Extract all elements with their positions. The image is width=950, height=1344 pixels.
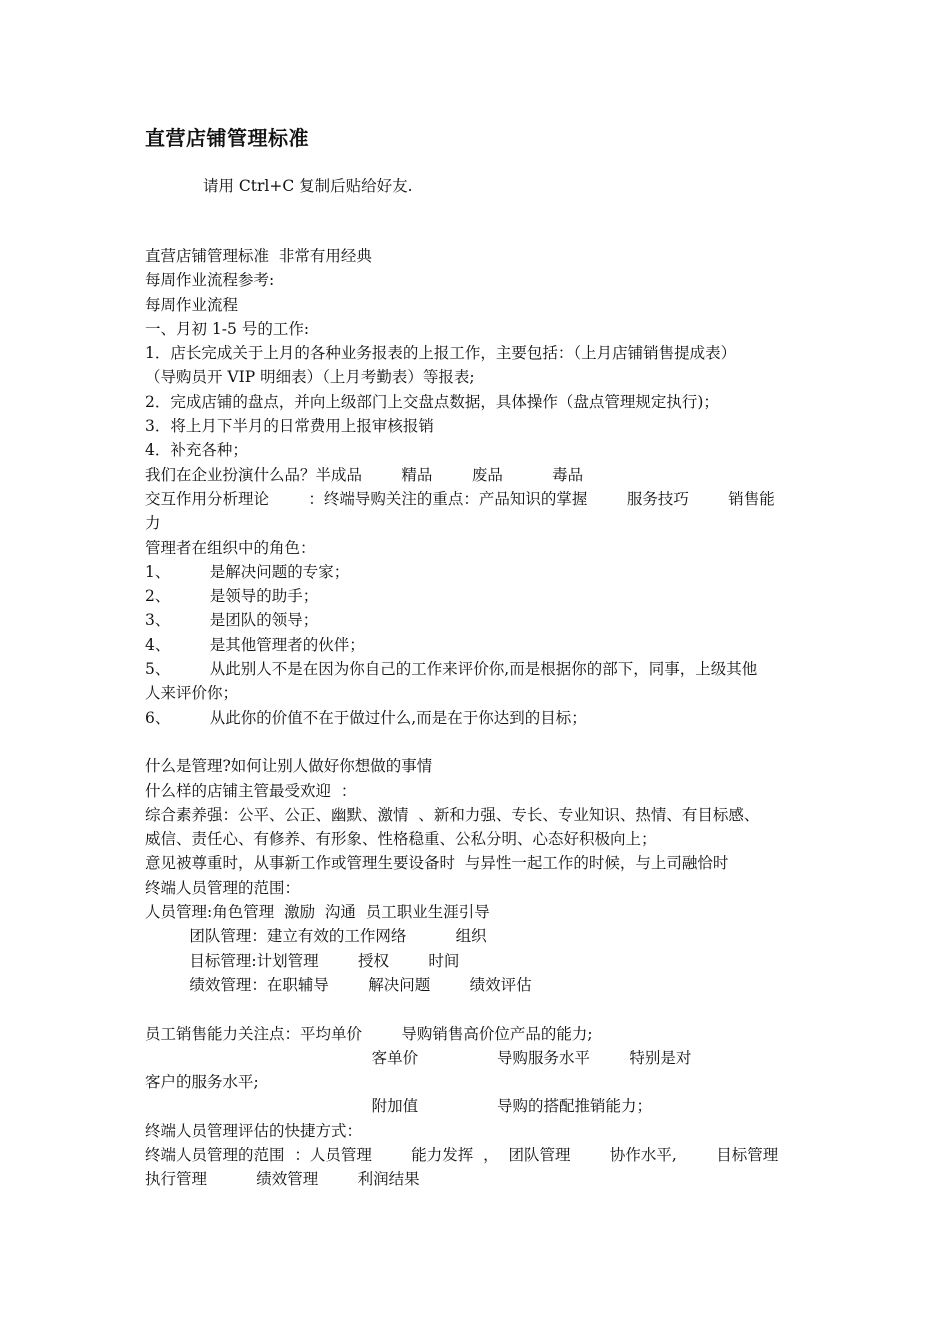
body-line: 一、月初 1-5 号的工作:: [145, 319, 310, 338]
body-line: 1．店长完成关于上月的各种业务报表的上报工作，主要包括：（上月店铺销售提成表）: [145, 344, 737, 363]
body-line: 团队管理：建立有效的工作网络 组织: [145, 927, 487, 946]
body-line: 5、 从此别人不是在因为你自己的工作来评价你,而是根据你的部下，同事，上级其他: [145, 660, 758, 679]
body-line: 人员管理:角色管理 激励 沟通 员工职业生涯引导: [145, 903, 490, 922]
body-line: 什么是管理?如何让别人做好你想做的事情: [145, 757, 433, 776]
document-title: 直营店铺管理标准: [145, 126, 309, 150]
body-line: 意见被尊重时，从事新工作或管理生要设备时 与异性一起工作的时候，与上司融恰时: [145, 854, 729, 873]
body-line: 2、 是领导的助手；: [145, 587, 319, 606]
body-line: 客户的服务水平;: [145, 1073, 259, 1092]
body-line: 威信、责任心、有修养、有形象、性格稳重、公私分明、心态好积极向上；: [145, 830, 657, 849]
body-line: 6、 从此你的价值不在于做过什么,而是在于你达到的目标；: [145, 708, 587, 727]
body-line: 终端人员管理评估的快捷方式：: [145, 1121, 363, 1140]
body-line: [145, 730, 805, 754]
body-line: [145, 997, 805, 1021]
body-line: 3．将上月下半月的日常费用上报审核报销: [145, 417, 434, 436]
body-line: 交互作用分析理论 ：终端导购关注的重点：产品知识的掌握 服务技巧 销售能: [145, 489, 775, 508]
body-line: 附加值 导购的搭配推销能力；: [145, 1097, 652, 1116]
body-line: 什么样的店铺主管最受欢迎 ：: [145, 781, 357, 800]
body-line: 我们在企业扮演什么品？半成品 精品 废品 毒品: [145, 465, 584, 484]
body-line: 直营店铺管理标准 非常有用经典: [145, 247, 372, 265]
body-line: （导购员开 VIP 明细表）（上月考勤表）等报表;: [145, 368, 475, 387]
body-line: 终端人员管理的范围：: [145, 878, 301, 897]
body-line: 综合素养强：公平、公正、幽默、激情 、新和力强、专长、专业知识、热情、有目标感、: [145, 805, 760, 824]
body-line: 人来评价你；: [145, 684, 239, 703]
body-line: 绩效管理：在职辅导 解决问题 绩效评估: [145, 975, 532, 994]
body-line: 终端人员管理的范围 ：人员管理 能力发挥 ， 团队管理 协作水平, 目标管理: [145, 1145, 779, 1164]
body-line: 3、 是团队的领导；: [145, 611, 319, 630]
body-line: 2．完成店铺的盘点，并向上级部门上交盘点数据，具体操作（盘点管理规定执行)；: [145, 392, 719, 411]
body-line: 4．补充各种；: [145, 441, 248, 460]
body-line: 目标管理:计划管理 授权 时间: [145, 951, 460, 970]
copy-hint: 请用 Ctrl+C 复制后贴给好友.: [203, 177, 413, 195]
body-line: 每周作业流程: [145, 295, 239, 314]
body-line: 客单价 导购服务水平 特别是对: [145, 1048, 692, 1067]
document-body: [145, 244, 805, 1192]
body-line: 管理者在组织中的角色：: [145, 538, 316, 557]
body-line: 员工销售能力关注点：平均单价 导购销售高价位产品的能力;: [145, 1024, 593, 1043]
body-line: 1、 是解决问题的专家；: [145, 562, 350, 581]
body-line: 力: [145, 514, 161, 533]
body-line: 4、 是其他管理者的伙伴；: [145, 635, 365, 654]
body-line: 每周作业流程参考:: [145, 271, 275, 290]
body-line: 执行管理 绩效管理 利润结果: [145, 1170, 420, 1189]
